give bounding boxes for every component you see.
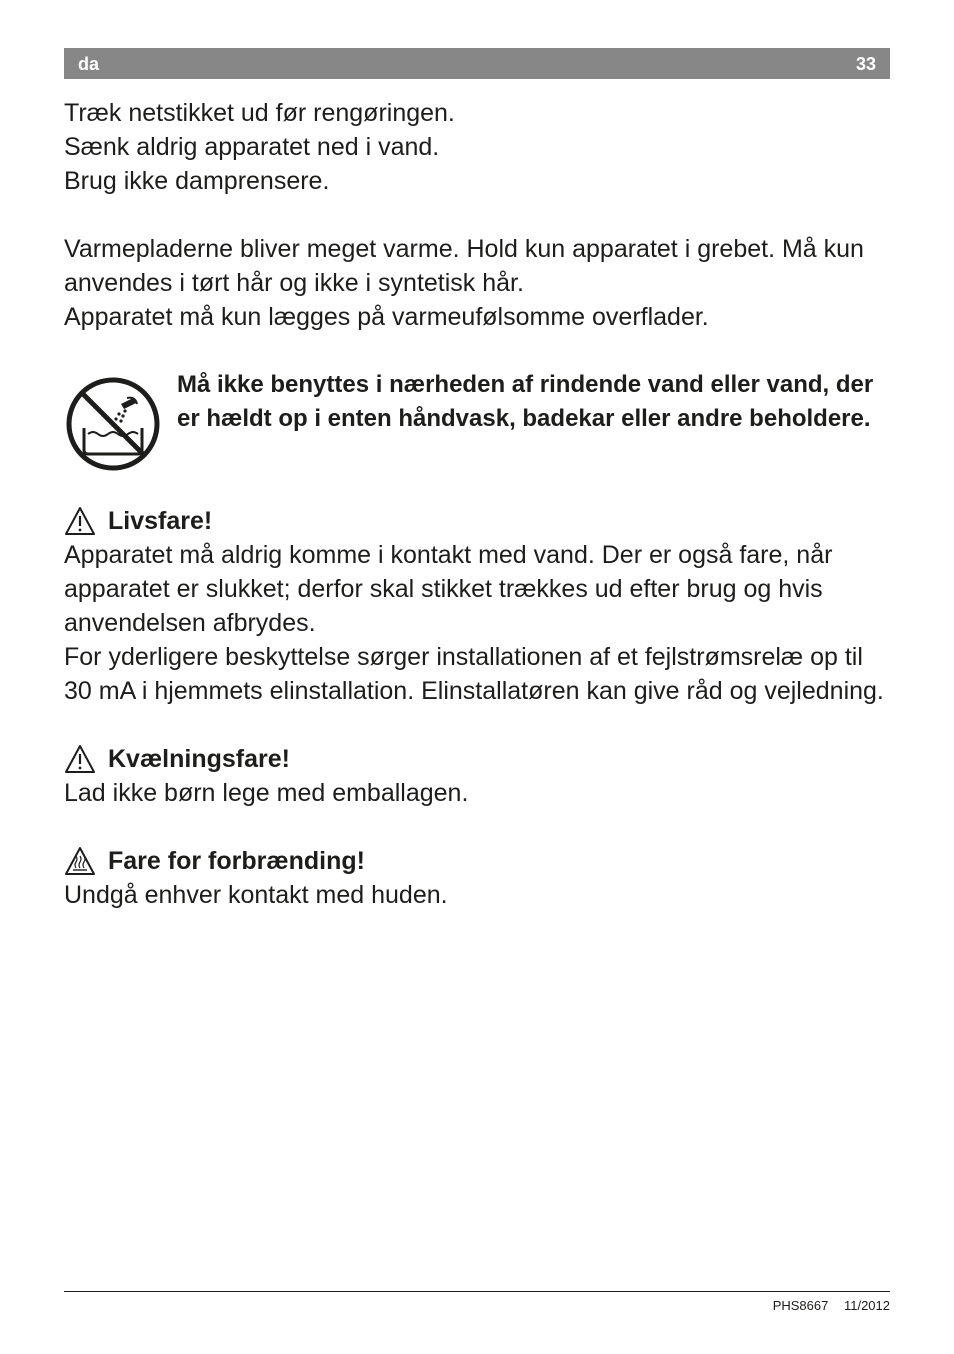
footer-model: PHS8667 [772, 1298, 829, 1313]
warning-triangle-icon [64, 506, 96, 536]
page-number: 33 [855, 54, 876, 74]
no-water-icon [65, 376, 161, 472]
warning-heading [64, 742, 892, 776]
water-notice [64, 368, 892, 470]
warning-title: Livsfare! [108, 507, 213, 535]
warning-title: Fare for forbrænding! [108, 847, 365, 875]
page-header [64, 48, 890, 79]
intro-line: Sænk aldrig apparatet ned i vand. [64, 133, 440, 161]
footer-divider [64, 1291, 890, 1292]
page-content [64, 96, 892, 912]
warning-heading [64, 844, 892, 878]
warning-triangle-icon [64, 744, 96, 774]
heat-paragraph: Apparatet må kun lægges på varmeufølsomme overflader. [64, 303, 709, 331]
warning-paragraph: Lad ikke børn lege med emballagen. [64, 779, 469, 807]
warning-paragraph: Undgå enhver kontakt med huden. [64, 881, 448, 909]
hot-surface-warning-icon [64, 846, 96, 876]
warning-paragraph: Apparatet må aldrig komme i kontakt med vand. Der er også fare, når apparatet er slukket; derfor skal stikket trækkes ud efter brug og hvis anvendelsen afbrydes. [64, 541, 833, 637]
language-code: da [78, 54, 100, 74]
footer-date: 11/2012 [843, 1298, 890, 1313]
heat-paragraph: Varmepladerne bliver meget varme. Hold kun apparatet i grebet. Må kun anvendes i tørt hår og ikke i syntetisk hår. [64, 235, 864, 297]
warning-heading [64, 504, 892, 538]
page-footer [773, 1298, 890, 1313]
intro-line: Træk netstikket ud før rengøringen. [64, 99, 455, 127]
water-notice-text: Må ikke benyttes i nærheden af rindende vand eller vand, der er hældt op i enten håndvask, badekar eller andre beholdere. [177, 371, 874, 432]
warning-title: Kvælningsfare! [108, 745, 290, 773]
intro-line: Brug ikke damprensere. [64, 167, 330, 195]
warning-paragraph: For yderligere beskyttelse sørger installationen af et fejlstrømsrelæ op til 30 mA i hjemmets elinstallation. Elinstallatøren kan give råd og vejledning. [64, 643, 884, 705]
